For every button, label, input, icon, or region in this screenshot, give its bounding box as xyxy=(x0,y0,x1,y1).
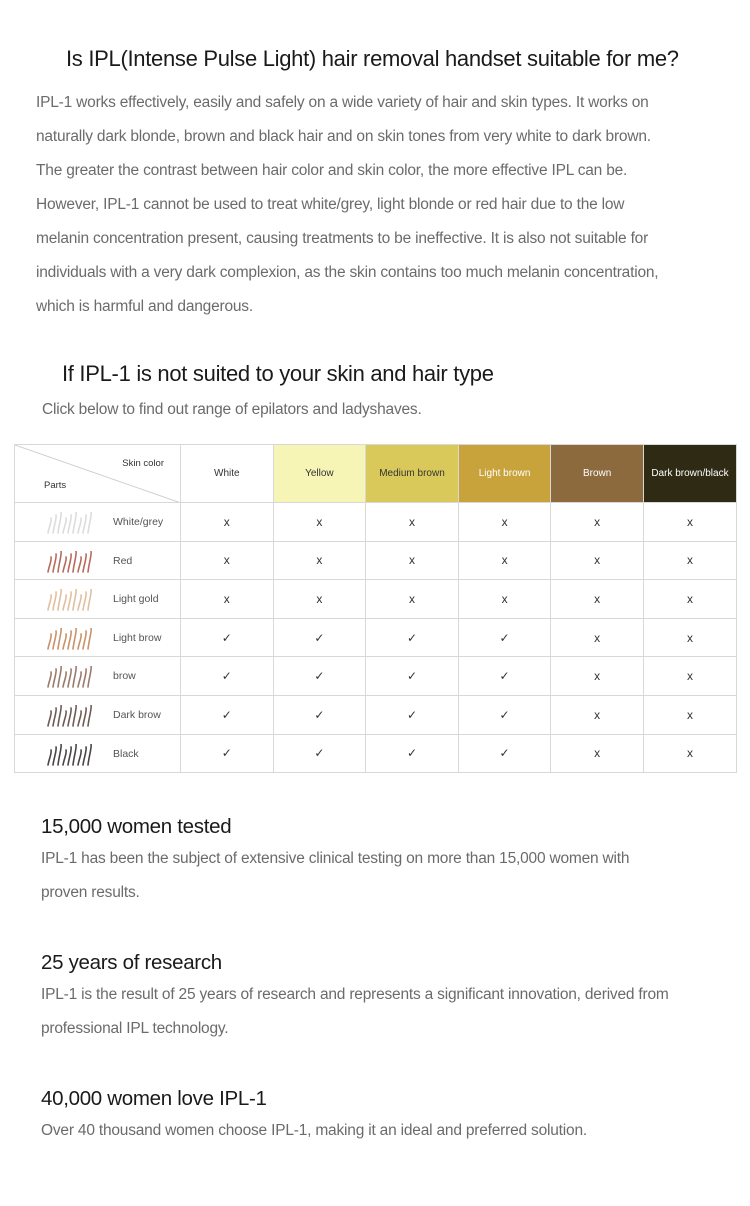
suitable-mark: ✓ xyxy=(366,734,459,773)
not-suitable-mark: x xyxy=(181,503,274,542)
intro-line: which is harmful and dangerous. xyxy=(36,298,253,315)
section-title: 40,000 women love IPL-1 xyxy=(41,1087,267,1110)
hair-strands-icon xyxy=(45,512,93,534)
not-suitable-mark: x xyxy=(551,580,644,619)
table-row xyxy=(15,503,737,542)
suitable-mark: ✓ xyxy=(181,657,274,696)
not-suitable-mark: x xyxy=(366,541,459,580)
not-suitable-mark: x xyxy=(643,618,736,657)
table-row xyxy=(15,580,737,619)
not-suitable-mark: x xyxy=(458,580,551,619)
hair-part-cell xyxy=(15,580,181,619)
not-suitable-mark: x xyxy=(273,541,366,580)
skin-col-header: Light brown xyxy=(458,445,551,503)
hair-part-cell xyxy=(15,657,181,696)
table-corner-cell xyxy=(15,445,181,503)
section-text xyxy=(41,1114,731,1148)
not-suitable-mark: x xyxy=(643,503,736,542)
not-suitable-mark: x xyxy=(366,580,459,619)
suitable-mark: ✓ xyxy=(458,695,551,734)
not-suitable-mark: x xyxy=(458,541,551,580)
not-suitable-mark: x xyxy=(551,541,644,580)
skin-col-header: Dark brown/black xyxy=(643,445,736,503)
not-suitable-mark: x xyxy=(551,618,644,657)
intro-line: The greater the contrast between hair color and skin color, the more effective IPL can be. xyxy=(36,162,628,179)
suitable-mark: ✓ xyxy=(181,734,274,773)
suitable-mark: ✓ xyxy=(366,657,459,696)
section-line: IPL-1 has been the subject of extensive clinical testing on more than 15,000 women with xyxy=(41,850,630,867)
hair-strands-icon xyxy=(45,705,93,727)
hair-strands-icon xyxy=(45,666,93,688)
hair-part-name: Light gold xyxy=(113,593,159,606)
hair-strands-icon xyxy=(45,551,93,573)
not-suitable-mark: x xyxy=(551,503,644,542)
section-text xyxy=(41,842,731,910)
intro-line: individuals with a very dark complexion, as the skin contains too much melanin concentration, xyxy=(36,264,659,281)
hair-part-cell xyxy=(15,734,181,773)
hair-strands-icon xyxy=(45,744,93,766)
intro-line: naturally dark blonde, brown and black hair and on skin tones from very white to dark brown. xyxy=(36,128,651,145)
intro-body xyxy=(36,86,726,324)
suitable-mark: ✓ xyxy=(181,618,274,657)
suitable-mark: ✓ xyxy=(458,657,551,696)
suitability-title: If IPL-1 is not suited to your skin and hair type xyxy=(62,361,494,386)
not-suitable-mark: x xyxy=(273,503,366,542)
not-suitable-mark: x xyxy=(551,657,644,696)
suitable-mark: ✓ xyxy=(273,618,366,657)
section-title: 25 years of research xyxy=(41,951,222,974)
hair-part-cell xyxy=(15,503,181,542)
skin-col-header: Medium brown xyxy=(366,445,459,503)
not-suitable-mark: x xyxy=(643,541,736,580)
intro-line: IPL-1 works effectively, easily and safely on a wide variety of hair and skin types. It works on xyxy=(36,94,649,111)
hair-part-cell xyxy=(15,618,181,657)
section-text xyxy=(41,978,731,1046)
suitable-mark: ✓ xyxy=(273,657,366,696)
section-line: professional IPL technology. xyxy=(41,1020,229,1037)
hair-part-name: Dark brow xyxy=(113,708,161,721)
hair-part-cell xyxy=(15,541,181,580)
not-suitable-mark: x xyxy=(273,580,366,619)
section-title: 15,000 women tested xyxy=(41,815,232,838)
table-row xyxy=(15,657,737,696)
not-suitable-mark: x xyxy=(551,695,644,734)
skin-color-label: Skin color xyxy=(122,458,164,469)
table-body xyxy=(15,503,737,773)
suitable-mark: ✓ xyxy=(458,734,551,773)
section-women-love xyxy=(41,1087,731,1148)
not-suitable-mark: x xyxy=(181,580,274,619)
not-suitable-mark: x xyxy=(643,657,736,696)
hair-part-name: Black xyxy=(113,747,139,760)
intro-title: Is IPL(Intense Pulse Light) hair removal handset suitable for me? xyxy=(66,46,679,71)
hair-strands-icon xyxy=(45,628,93,650)
hair-part-name: White/grey xyxy=(113,516,164,528)
table-row xyxy=(15,734,737,773)
diagonal-line xyxy=(15,445,181,503)
section-years-research xyxy=(41,951,731,1046)
hair-part-cell xyxy=(15,695,181,734)
suitable-mark: ✓ xyxy=(273,695,366,734)
suitable-mark: ✓ xyxy=(181,695,274,734)
hair-part-name: brow xyxy=(113,670,136,683)
not-suitable-mark: x xyxy=(458,503,551,542)
section-line: proven results. xyxy=(41,884,140,901)
table-row xyxy=(15,695,737,734)
not-suitable-mark: x xyxy=(643,734,736,773)
section-line: Over 40 thousand women choose IPL-1, making it an ideal and preferred solution. xyxy=(41,1122,587,1139)
suitable-mark: ✓ xyxy=(458,618,551,657)
hair-part-name: Red xyxy=(113,554,133,567)
suitability-table xyxy=(14,444,737,773)
not-suitable-mark: x xyxy=(643,695,736,734)
hair-part-name: Light brow xyxy=(113,631,162,644)
intro-line: melanin concentration present, causing treatments to be ineffective. It is also not suitable for xyxy=(36,230,649,247)
table-row xyxy=(15,618,737,657)
table-header-row xyxy=(15,445,737,503)
section-women-tested xyxy=(41,815,731,910)
suitable-mark: ✓ xyxy=(366,618,459,657)
skin-col-header: Yellow xyxy=(273,445,366,503)
section-line: IPL-1 is the result of 25 years of research and represents a significant innovation, derived from xyxy=(41,986,669,1003)
not-suitable-mark: x xyxy=(551,734,644,773)
skin-col-header: White xyxy=(181,445,274,503)
not-suitable-mark: x xyxy=(366,503,459,542)
intro-line: However, IPL-1 cannot be used to treat white/grey, light blonde or red hair due to the low xyxy=(36,196,625,213)
not-suitable-mark: x xyxy=(181,541,274,580)
parts-label: Parts xyxy=(44,480,67,491)
not-suitable-mark: x xyxy=(643,580,736,619)
table-row xyxy=(15,541,737,580)
skin-col-header: Brown xyxy=(551,445,644,503)
suitable-mark: ✓ xyxy=(273,734,366,773)
suitability-subtitle[interactable]: Click below to find out range of epilators and ladyshaves. xyxy=(42,401,422,418)
suitable-mark: ✓ xyxy=(366,695,459,734)
hair-strands-icon xyxy=(45,589,93,611)
